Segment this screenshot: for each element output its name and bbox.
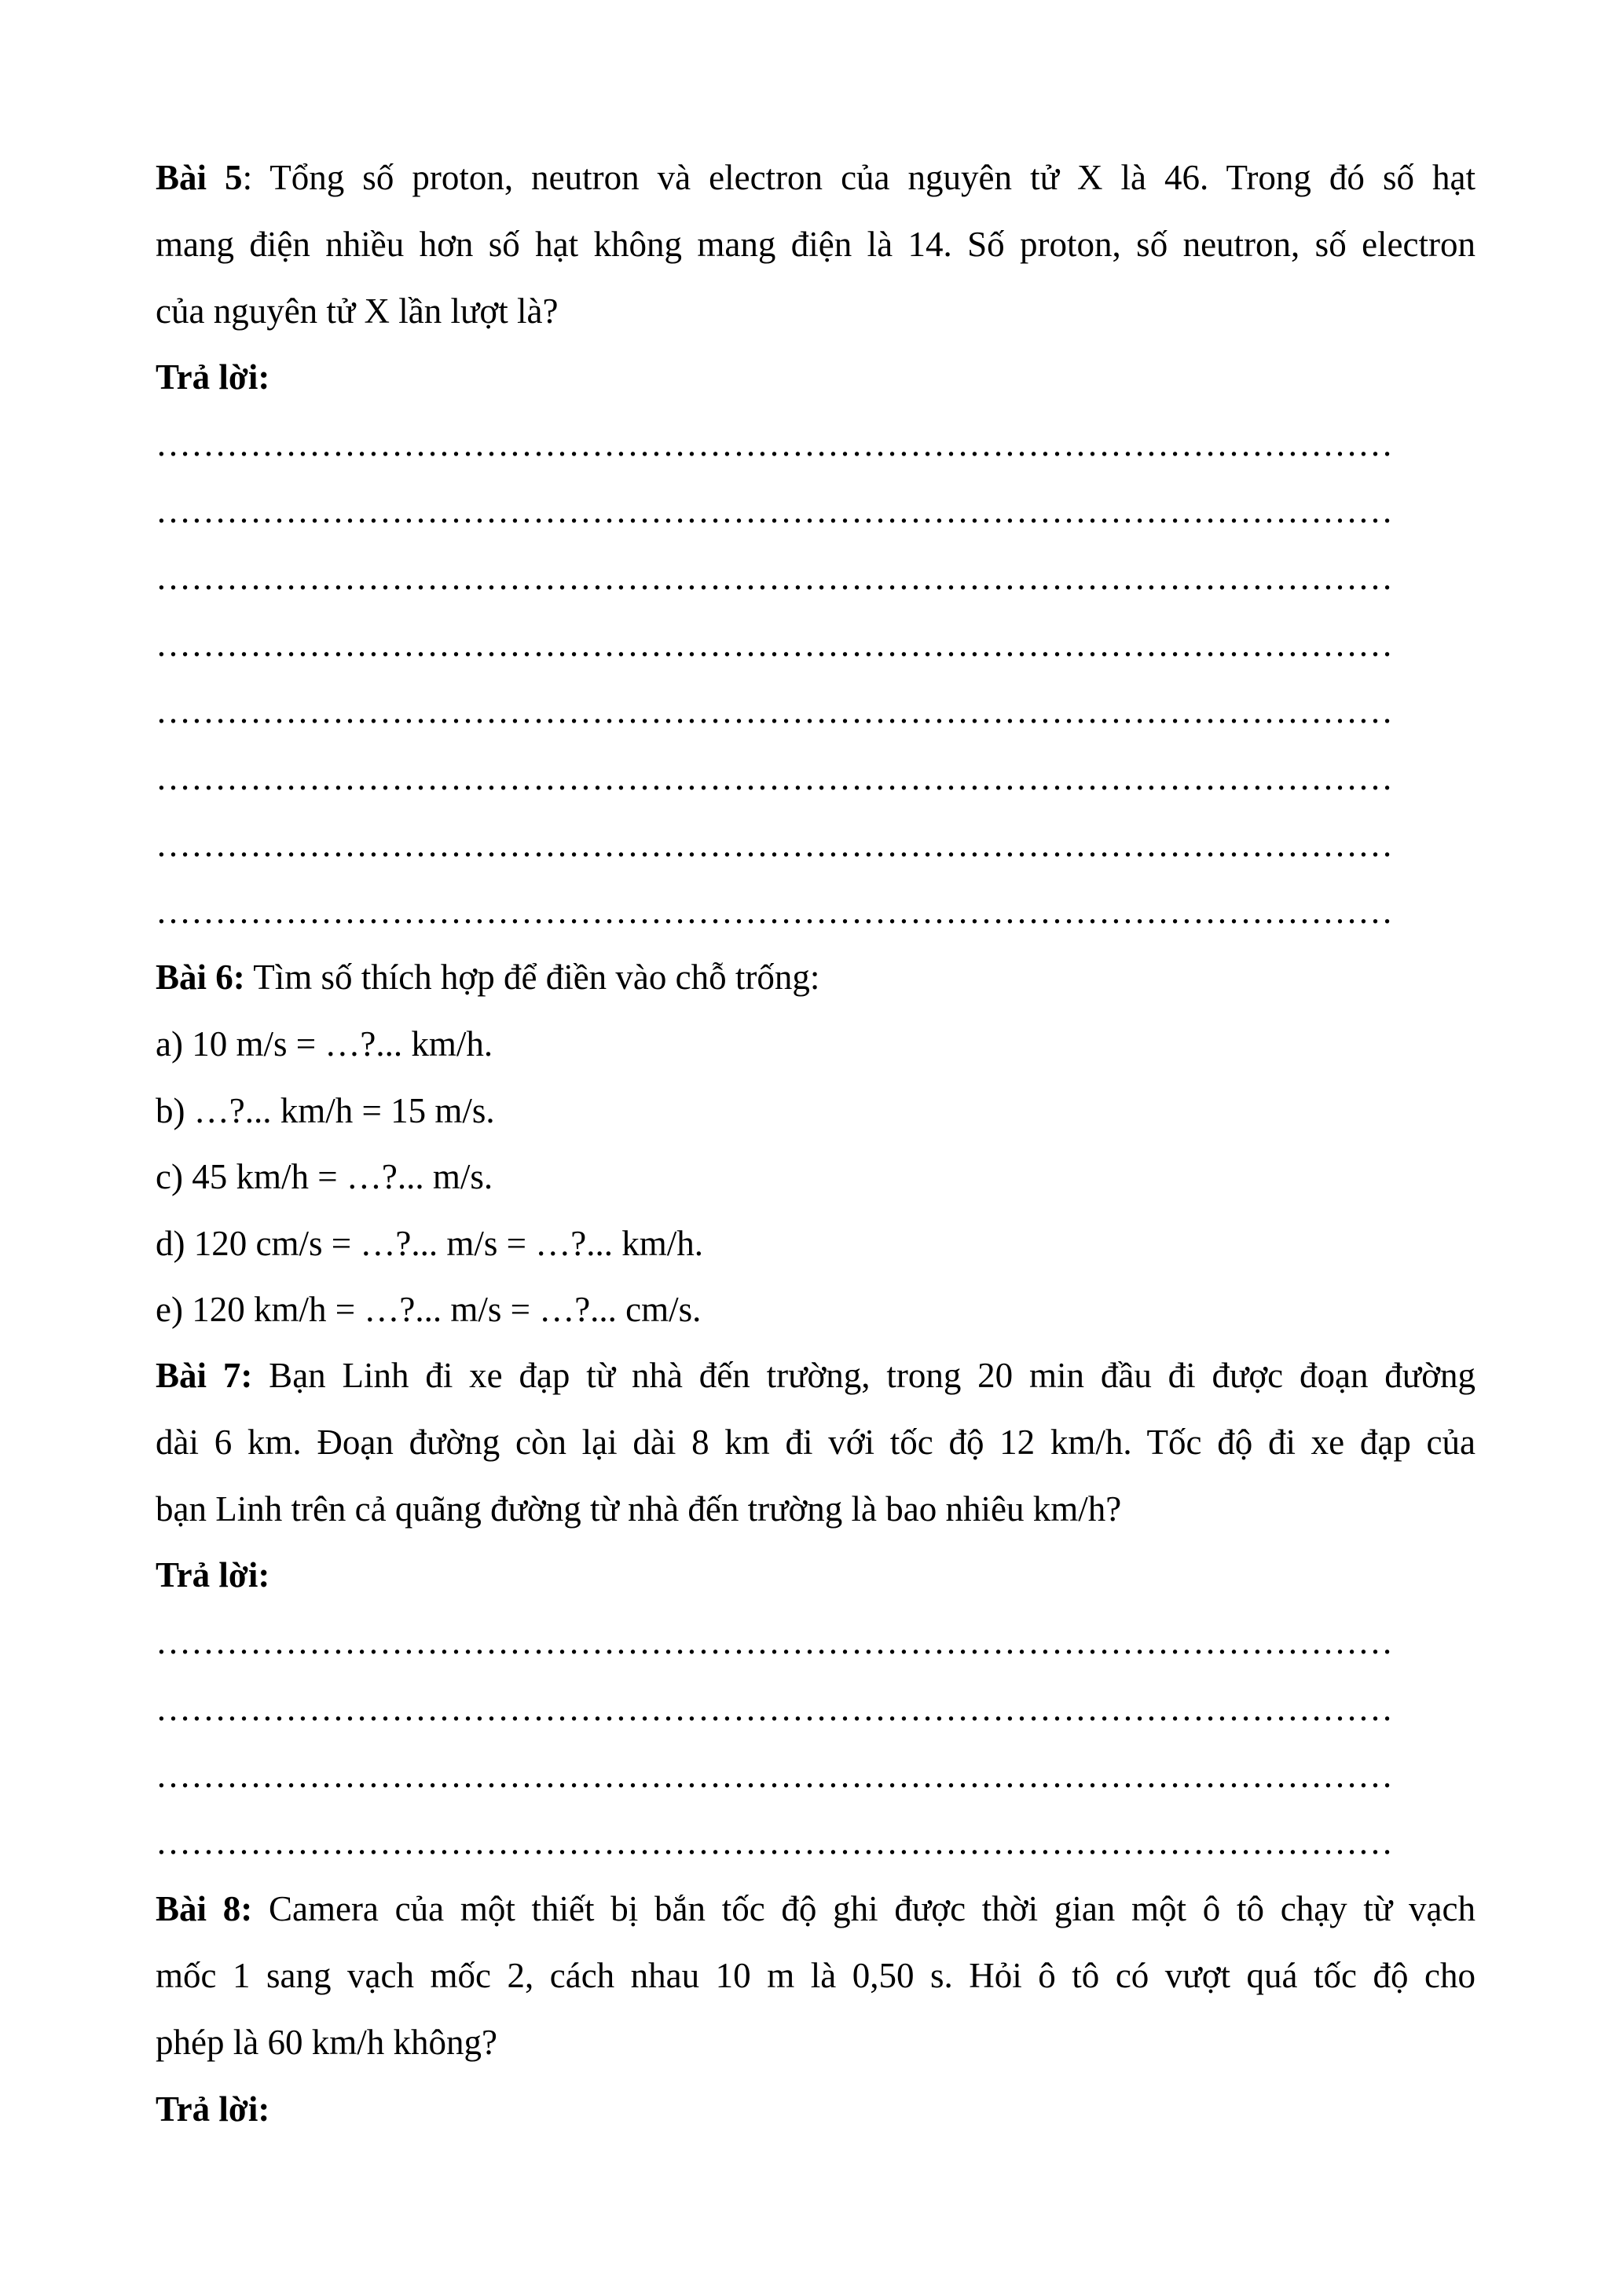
bai8-text-1: Camera của một thiết bị bắn tốc độ ghi được thời gian một ô tô chạy từ vạch [252, 1889, 1476, 1928]
bai5-answer-line: …………………………………………………………………………………………… [156, 691, 1393, 731]
bai7-text-1: Bạn Linh đi xe đạp từ nhà đến trường, trong 20 min đầu đi được đoạn đường [252, 1356, 1476, 1395]
bai5-answer-line: …………………………………………………………………………………………… [156, 558, 1393, 597]
bai7-answer-line: …………………………………………………………………………………………… [156, 1822, 1393, 1862]
bai7-line-3: bạn Linh trên cả quãng đường từ nhà đến trường là bao nhiêu km/h? [156, 1489, 1122, 1529]
bai8-line-3: phép là 60 km/h không? [156, 2023, 497, 2062]
bai5-line-1 [156, 154, 1476, 201]
bai5-line-2: mang điện nhiều hơn số hạt không mang điện là 14. Số proton, số neutron, số electron [156, 225, 1476, 264]
bai5-answer-label: Trả lời: [156, 357, 270, 397]
bai5-answer-line: …………………………………………………………………………………………… [156, 758, 1393, 797]
bai6-label: Bài 6: [156, 958, 245, 997]
bai6-item-e: e) 120 km/h = …?... m/s = …?... cm/s. [156, 1290, 702, 1329]
bai5-answer-line: …………………………………………………………………………………………… [156, 424, 1393, 463]
bai8-answer-label: Trả lời: [156, 2089, 270, 2129]
bai5-answer-line: …………………………………………………………………………………………… [156, 491, 1393, 530]
bai6-item-b: b) …?... km/h = 15 m/s. [156, 1091, 495, 1130]
bai6-item-d: d) 120 cm/s = …?... m/s = …?... km/h. [156, 1224, 703, 1263]
bai5-label: Bài 5 [156, 158, 243, 197]
bai7-answer-line: …………………………………………………………………………………………… [156, 1689, 1393, 1728]
bai6-item-c: c) 45 km/h = …?... m/s. [156, 1157, 493, 1196]
bai5-answer-line: …………………………………………………………………………………………… [156, 825, 1393, 864]
bai5-answer-line: …………………………………………………………………………………………… [156, 892, 1393, 931]
bai7-answer-label: Trả lời: [156, 1555, 270, 1595]
bai6-prompt-line [156, 954, 1476, 1001]
bai7-line-1 [156, 1352, 1476, 1399]
bai7-answer-line: …………………………………………………………………………………………… [156, 1756, 1393, 1795]
bai5-answer-line: …………………………………………………………………………………………… [156, 624, 1393, 664]
bai8-line-1 [156, 1885, 1476, 1932]
bai8-label: Bài 8: [156, 1889, 253, 1928]
bai7-answer-line: …………………………………………………………………………………………… [156, 1622, 1393, 1661]
bai5-text-1: : Tổng số proton, neutron và electron của nguyên tử X là 46. Trong đó số hạt [242, 158, 1476, 197]
bai5-line-3: của nguyên tử X lần lượt là? [156, 291, 559, 331]
bai8-line-2: mốc 1 sang vạch mốc 2, cách nhau 10 m là 0,50 s. Hỏi ô tô có vượt quá tốc độ cho [156, 1956, 1476, 1995]
bai7-line-2: dài 6 km. Đoạn đường còn lại dài 8 km đi với tốc độ 12 km/h. Tốc độ đi xe đạp của [156, 1423, 1476, 1462]
bai6-item-a: a) 10 m/s = …?... km/h. [156, 1024, 493, 1064]
bai6-prompt: Tìm số thích hợp để điền vào chỗ trống: [244, 958, 820, 997]
bai7-label: Bài 7: [156, 1356, 253, 1395]
